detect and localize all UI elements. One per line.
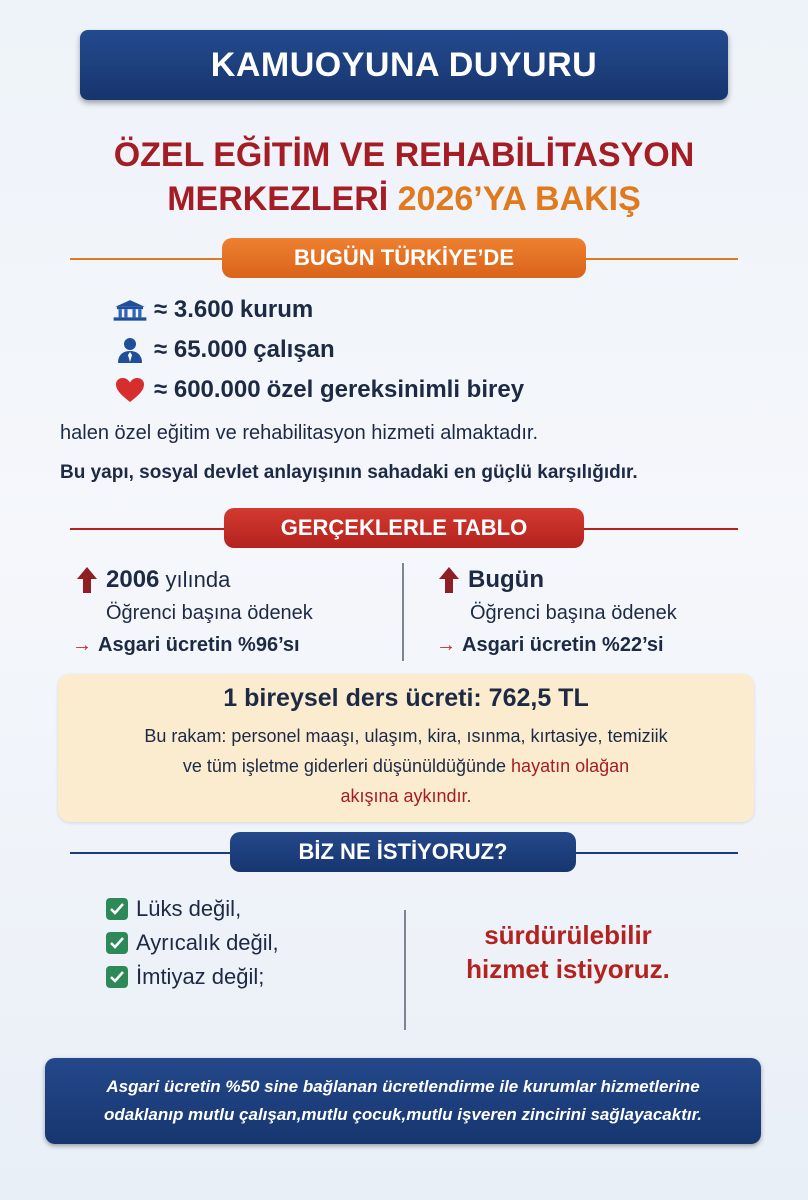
facts-right-title xyxy=(438,566,544,594)
want-item-2 xyxy=(106,930,279,956)
arrow-up-icon xyxy=(438,566,460,594)
fee-line-2-highlight: hayatın olağan xyxy=(511,756,630,776)
footer-line-1: Asgari ücretin %50 sine bağlanan ücretlendirme ile kurumlar hizmetlerine xyxy=(106,1077,700,1096)
checkmark-icon xyxy=(106,932,128,954)
banner-title: KAMUOYUNA DUYURU xyxy=(210,45,598,84)
title-line-2 xyxy=(40,177,768,221)
stat-row-institutions xyxy=(112,296,313,324)
heart-icon xyxy=(112,376,148,404)
want-item-1 xyxy=(106,896,241,922)
stat-label-institutions: kurum xyxy=(239,296,314,323)
want-item-1-label: Lüks değil, xyxy=(136,896,242,921)
stat-label-individuals: özel gereksinimli birey xyxy=(266,376,525,403)
approx-sign: ≈ xyxy=(154,336,174,363)
want-item-3 xyxy=(106,964,264,990)
facts-right-sub: Öğrenci başına ödenek xyxy=(470,602,677,624)
want-item-2-label: Ayrıcalık değil, xyxy=(136,930,279,955)
fee-line-1: Bu rakam: personel maaşı, ulaşım, kira, ısınma, kırtasiye, temiziik xyxy=(144,726,668,746)
stat-row-individuals xyxy=(112,376,524,404)
stat-value-individuals: 600.000 xyxy=(173,376,261,403)
facts-left-sub: Öğrenci başına ödenek xyxy=(106,602,313,624)
title-highlight: 2026’YA BAKIŞ xyxy=(397,180,641,218)
facts-left-value xyxy=(72,634,300,657)
section-heading-wants-label: BİZ NE İSTİYORUZ? xyxy=(298,839,508,864)
section-heading-facts xyxy=(224,508,584,548)
demand-line-1: sürdürülebilir xyxy=(484,920,652,950)
fee-line-2-a: ve tüm işletme giderleri düşünüldüğünde xyxy=(182,756,512,776)
building-icon xyxy=(112,296,148,324)
footer-box xyxy=(45,1058,761,1144)
arrow-right-icon: → xyxy=(72,634,92,656)
arrow-up-icon xyxy=(76,566,98,594)
fee-box xyxy=(58,674,754,822)
fee-line-2 xyxy=(58,756,754,777)
approx-sign: ≈ xyxy=(154,376,174,403)
section-heading-today xyxy=(222,238,586,278)
wants-divider xyxy=(404,910,406,1030)
facts-right-value xyxy=(436,634,664,657)
facts-right-value-label: Asgari ücretin %22’si xyxy=(462,634,664,656)
fee-line-3: akışına aykındır. xyxy=(340,786,472,806)
footer-line-2: odaklanıp mutlu çalışan,mutlu çocuk,mutlu işveren zincirini sağlayacaktır. xyxy=(103,1105,703,1124)
section-heading-today-label: BUGÜN TÜRKİYE’DE xyxy=(293,245,514,270)
stat-value-employees: 65.000 xyxy=(173,336,248,363)
stat-label-employees: çalışan xyxy=(253,336,335,363)
facts-left-suffix: yılında xyxy=(159,567,231,592)
title-line-2-a: MERKEZLERİ xyxy=(167,180,398,218)
fee-headline: 1 bireysel ders ücreti: 762,5 TL xyxy=(223,684,589,712)
title-line-1: ÖZEL EĞİTİM VE REHABİLİTASYON xyxy=(113,136,695,174)
demand-line-2: hizmet istiyoruz. xyxy=(466,954,670,984)
facts-divider xyxy=(402,563,404,661)
facts-left-value-label: Asgari ücretin %96’sı xyxy=(98,634,300,656)
person-icon xyxy=(112,336,148,364)
facts-left-year: 2006 xyxy=(106,566,160,593)
today-sentence: halen özel eğitim ve rehabilitasyon hizmeti almaktadır. xyxy=(60,422,539,444)
checkmark-icon xyxy=(106,966,128,988)
approx-sign: ≈ xyxy=(154,296,174,323)
section-heading-wants xyxy=(230,832,576,872)
main-title xyxy=(40,133,768,221)
stat-value-institutions: 3.600 xyxy=(173,296,234,323)
checkmark-icon xyxy=(106,898,128,920)
want-item-3-label: İmtiyaz değil; xyxy=(136,964,265,989)
arrow-right-icon: → xyxy=(436,634,456,656)
stat-row-employees xyxy=(112,336,335,364)
announcement-banner xyxy=(80,30,728,100)
demand-text xyxy=(418,918,718,986)
facts-left-title xyxy=(76,566,230,594)
facts-right-heading: Bugün xyxy=(468,566,544,593)
today-emphasis: Bu yapı, sosyal devlet anlayışının sahadaki en güçlü karşılığıdır. xyxy=(60,462,638,483)
section-heading-facts-label: GERÇEKLERLE TABLO xyxy=(280,515,528,540)
